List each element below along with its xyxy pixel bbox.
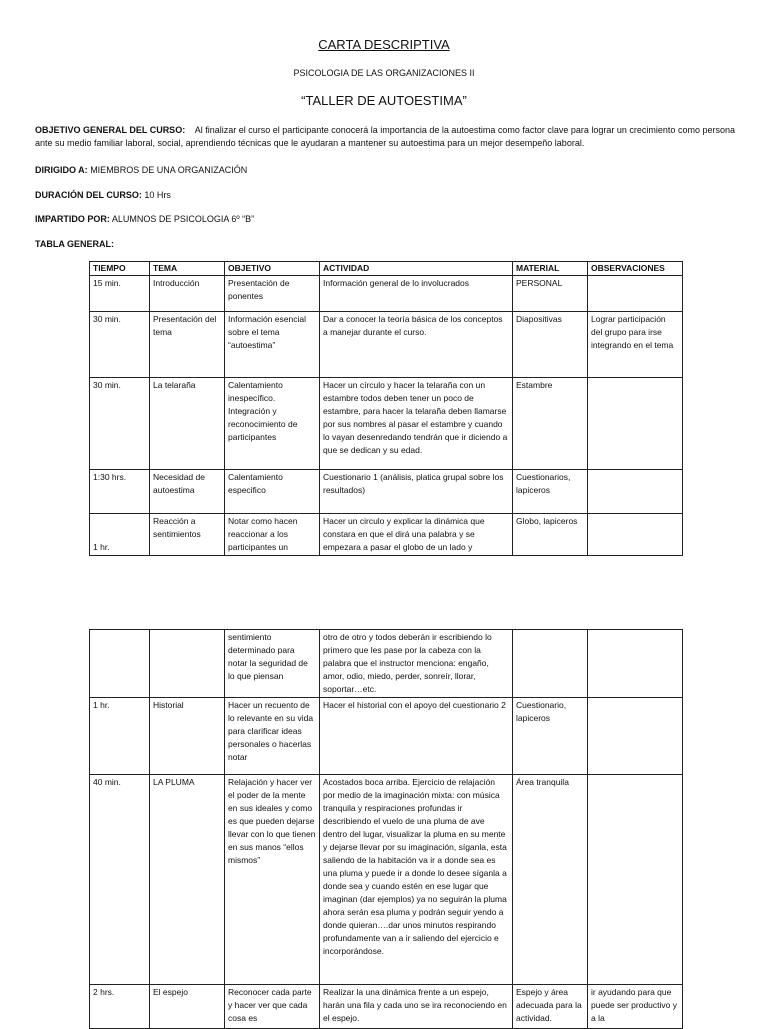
cell-observaciones: ir ayudando para que puede ser productivo y a la (588, 985, 683, 1029)
cell-tema: Reacción a sentimientos (150, 514, 225, 556)
cell-observaciones (588, 630, 683, 698)
cell-actividad: Dar a conocer la teoría básica de los conceptos a manejar durante el curso. (320, 312, 513, 378)
table-row (90, 312, 683, 378)
header-observaciones: OBSERVACIONES (588, 262, 683, 276)
table-row (90, 630, 683, 698)
cell-tiempo (90, 630, 150, 698)
audience-label: DIRIGIDO A: (35, 165, 88, 175)
cell-material: Área tranquila (513, 775, 588, 985)
cell-material: Cuestionario, lapiceros (513, 698, 588, 775)
cell-tema (150, 630, 225, 698)
duration-text: 10 Hrs (144, 190, 171, 200)
cell-observaciones (588, 470, 683, 514)
general-table-page-2 (89, 629, 683, 1029)
taught-label: IMPARTIDO POR: (35, 214, 110, 224)
cell-actividad: Hacer un círculo y hacer la telaraña con un estambre todos deben tener un poco de estambre, para hacer la telaraña deben llamarse por sus nombres al pasar el estambre y cuando lo vayan desenredando tendrán que ir diciendo a que se dedican y su edad. (320, 378, 513, 470)
cell-objetivo: Hacer un recuento de lo relevante en su vida para clarificar ideas personales o hacerlas notar (225, 698, 320, 775)
cell-tiempo: 2 hrs. (90, 985, 150, 1029)
cell-actividad: Cuestionario 1 (análisis, platica grupal sobre los resultados) (320, 470, 513, 514)
cell-tiempo: 1:30 hrs. (90, 470, 150, 514)
cell-material: PERSONAL (513, 276, 588, 312)
cell-material: Diapositivas (513, 312, 588, 378)
cell-tiempo: 30 min. (90, 378, 150, 470)
header-material: MATERIAL (513, 262, 588, 276)
table-row (90, 514, 683, 556)
cell-material: Estambre (513, 378, 588, 470)
cell-tiempo: 40 min. (90, 775, 150, 985)
cell-observaciones (588, 775, 683, 985)
table-row (90, 378, 683, 470)
cell-observaciones (588, 276, 683, 312)
cell-objetivo: Notar como hacen reaccionar a los participantes un (225, 514, 320, 556)
cell-material: Globo, lapiceros (513, 514, 588, 556)
cell-tema: Historial (150, 698, 225, 775)
cell-observaciones (588, 514, 683, 556)
cell-objetivo: sentimiento determinado para notar la seguridad de lo que piensan (225, 630, 320, 698)
table-header-row (90, 262, 683, 276)
duration-label: DURACIÓN DEL CURSO: (35, 190, 142, 200)
cell-material (513, 630, 588, 698)
header-actividad: ACTIVIDAD (320, 262, 513, 276)
table-row (90, 470, 683, 514)
cell-objetivo: Relajación y hacer ver el poder de la mente en sus ideales y como es que pueden dejarse llevar con lo que tienen en sus manos “ellos mismos” (225, 775, 320, 985)
cell-actividad: Información general de lo involucrados (320, 276, 513, 312)
cell-actividad: Realizar la una dinámica frente a un espejo, harán una fila y cada uno se ira reconociendo en el espejo. (320, 985, 513, 1029)
cell-observaciones: Lograr participación del grupo para irse integrando en el tema (588, 312, 683, 378)
document-title: CARTA DESCRIPTIVA (318, 37, 450, 52)
cell-objetivo: Reconocer cada parte y hacer ver que cada cosa es (225, 985, 320, 1029)
table-row (90, 985, 683, 1029)
cell-tema: Necesidad de autoestima (150, 470, 225, 514)
cell-objetivo: Presentación de ponentes (225, 276, 320, 312)
table-row (90, 698, 683, 775)
header-tema: TEMA (150, 262, 225, 276)
table-label: TABLA GENERAL: (35, 239, 114, 249)
cell-tema: LA PLUMA (150, 775, 225, 985)
cell-actividad: Acostados boca arriba. Ejercicio de relajación por medio de la imaginación mixta: con música tranquila y respiraciones profundas ir describiendo el vuelo de una pluma de ave dentro del lugar, visualizar la pluma en su mente y dejarse llevar por su imaginación, síganla, esta saliendo de la habitación va ir a donde sea es una pluma y puede ir a donde lo desee síganla a donde sea y cuando estén en ese lugar que imaginan (dar ejemplos) ya no seguirán la pluma ahora serán esa pluma y podrán seguir yendo a donde quieran….dar unos minutos respirando profundamente van a ir saliendo del ejercicio e incorporándose. (320, 775, 513, 985)
cell-objetivo: Calentamiento inespecífico. Integración y reconocimiento de participantes (225, 378, 320, 470)
course-duration (35, 189, 740, 202)
general-objective (35, 124, 740, 150)
cell-tema: Presentación del tema (150, 312, 225, 378)
table-row (90, 775, 683, 985)
cell-tiempo: 15 min. (90, 276, 150, 312)
cell-objetivo: Información esencial sobre el tema “autoestima” (225, 312, 320, 378)
header-objetivo: OBJETIVO (225, 262, 320, 276)
cell-tema: El espejo (150, 985, 225, 1029)
cell-tiempo: 1 hr. (90, 514, 150, 556)
cell-actividad: Hacer un circulo y explicar la dinámica que constara en que el dirá una palabra y se empezara a pasar el globo de un lado y (320, 514, 513, 556)
cell-material: Cuestionarios, lapiceros (513, 470, 588, 514)
cell-material: Espejo y área adecuada para la actividad. (513, 985, 588, 1029)
objective-text: Al finalizar el curso el participante conocerá la importancia de la autoestima como factor clave para lograr un crecimiento como persona ante su medio familiar laboral, social, aprendiendo técnicas que le ayudaran a mantener su autoestima para un mejor desempeño laboral. (35, 125, 735, 148)
cell-tiempo: 1 hr. (90, 698, 150, 775)
cell-observaciones (588, 378, 683, 470)
cell-actividad: Hacer el historial con el apoyo del cuestionario 2 (320, 698, 513, 775)
workshop-title: “TALLER DE AUTOESTIMA” (301, 93, 467, 108)
table-heading (35, 238, 740, 251)
cell-actividad: otro de otro y todos deberán ir escribiendo lo primero que les pase por la cabeza con la palabra que el instructor menciona: engaño, amor, odio, miedo, perder, sonreír, llorar, soportar…etc. (320, 630, 513, 698)
cell-observaciones (588, 698, 683, 775)
cell-objetivo: Calentamiento especifico (225, 470, 320, 514)
header-tiempo: TIEMPO (90, 262, 150, 276)
course-subject: PSICOLOGIA DE LAS ORGANIZACIONES II (293, 68, 475, 78)
table-row (90, 276, 683, 312)
audience (35, 164, 740, 177)
cell-tiempo: 30 min. (90, 312, 150, 378)
cell-tema: Introducción (150, 276, 225, 312)
general-table-page-1 (89, 261, 683, 556)
cell-tema: La telaraña (150, 378, 225, 470)
objective-label: OBJETIVO GENERAL DEL CURSO: (35, 125, 186, 135)
audience-text: MIEMBROS DE UNA ORGANIZACIÓN (90, 165, 248, 175)
taught-by (35, 213, 740, 226)
taught-text: ALUMNOS DE PSICOLOGIA 6º “B” (111, 214, 255, 224)
